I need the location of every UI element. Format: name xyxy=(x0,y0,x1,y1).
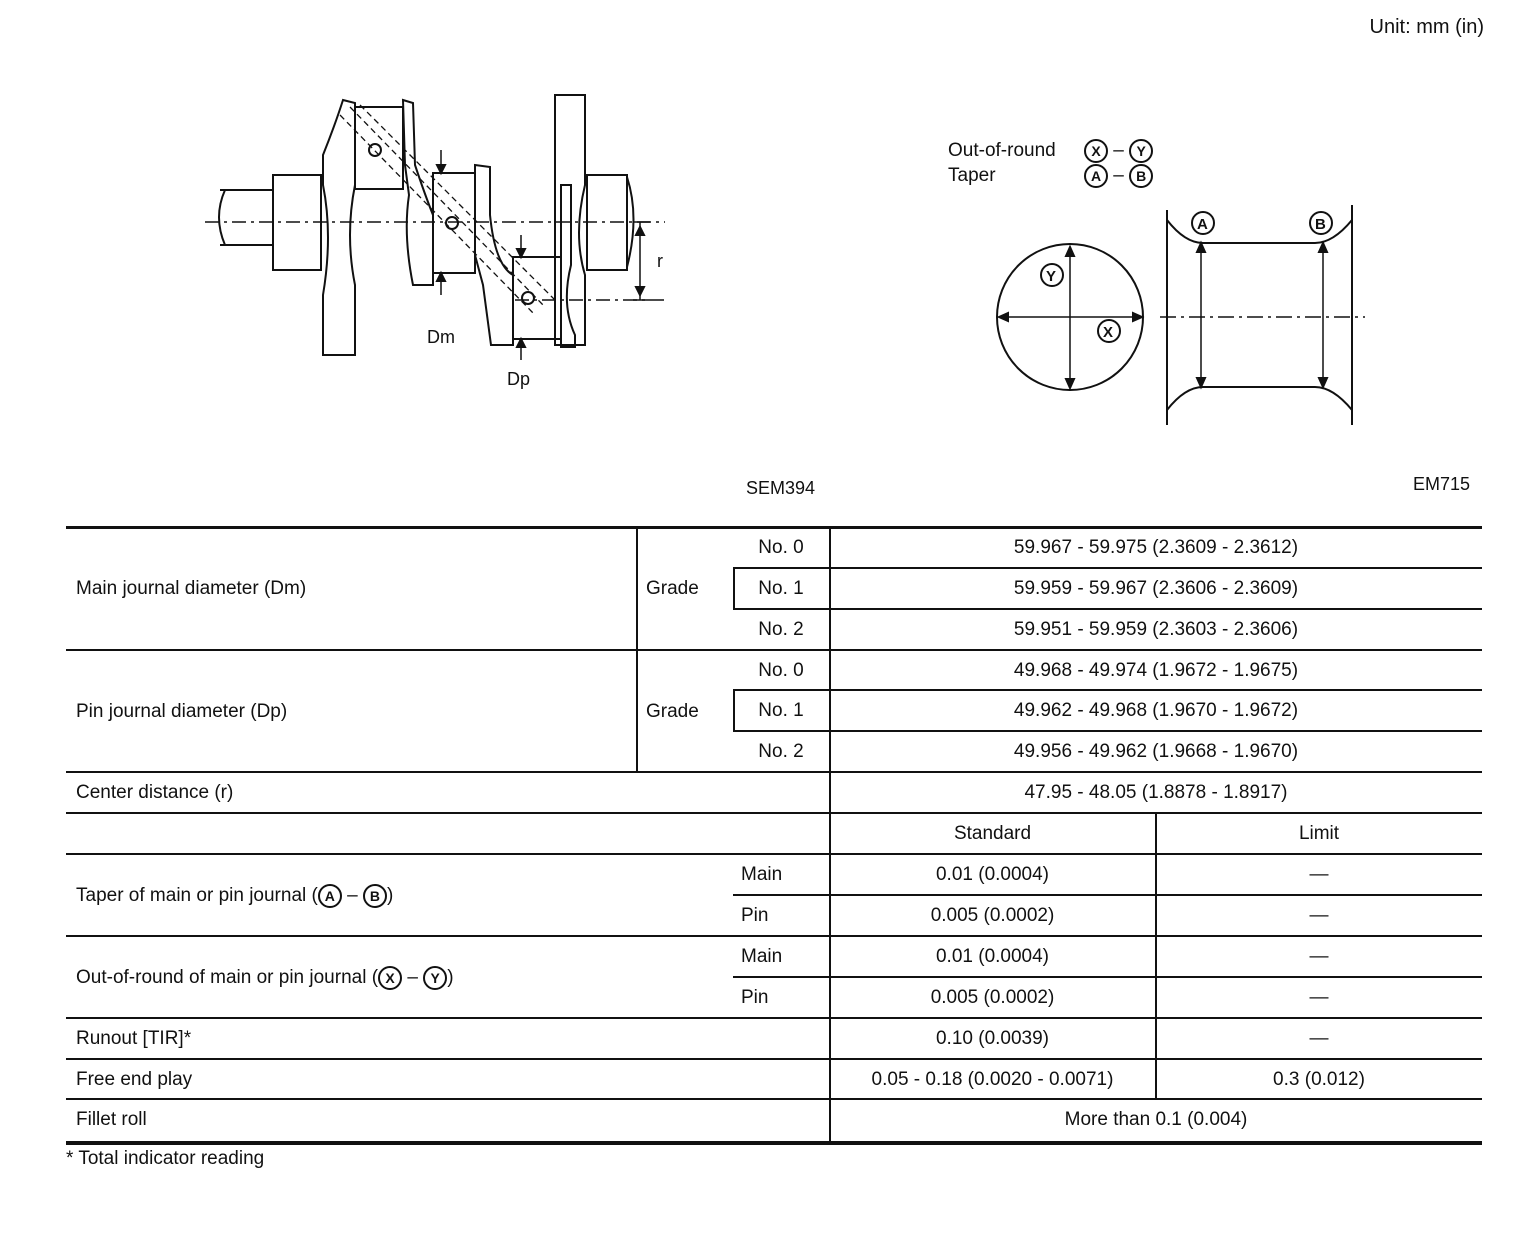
taper-pin-standard: 0.005 (0.0002) xyxy=(930,905,1055,926)
main-journal-grade-label: Grade xyxy=(646,578,699,599)
y-marker-icon: Y xyxy=(1129,139,1153,163)
b-marker-icon: B xyxy=(363,884,387,908)
out-of-round-label-suffix: ) xyxy=(447,967,454,988)
taper-dash: – xyxy=(347,885,358,906)
oor-pin-standard: 0.005 (0.0002) xyxy=(930,987,1055,1008)
main-grade-no2: No. 2 xyxy=(758,619,804,640)
oor-pin-limit: — xyxy=(1309,987,1329,1008)
y-marker-icon: Y xyxy=(423,966,447,990)
pin-journal-label: Pin journal diameter (Dp) xyxy=(76,701,288,722)
crankshaft-diagram xyxy=(195,85,685,405)
a-marker-icon: A xyxy=(1084,164,1108,188)
measurement-legend xyxy=(948,138,1153,188)
taper-pin-limit: — xyxy=(1309,905,1329,926)
taper-main-label: Main xyxy=(741,864,783,885)
oor-main-standard: 0.01 (0.0004) xyxy=(935,946,1050,967)
r-label: r xyxy=(657,251,663,271)
figure-id-em715: EM715 xyxy=(1413,474,1471,494)
main-grade-no2-value: 59.951 - 59.959 (2.3603 - 2.3606) xyxy=(1013,619,1299,640)
x-axis-marker: X xyxy=(1103,324,1114,341)
runout-standard: 0.10 (0.0039) xyxy=(935,1028,1050,1049)
free-end-play-standard: 0.05 - 0.18 (0.0020 - 0.0071) xyxy=(871,1069,1114,1090)
main-grade-no0: No. 0 xyxy=(758,537,804,558)
pin-journal-grade-label: Grade xyxy=(646,701,699,722)
taper-label: Taper xyxy=(948,165,996,186)
dp-label: Dp xyxy=(507,369,531,389)
taper-label-text: Taper of main or pin journal ( xyxy=(76,885,318,906)
b-position-marker: B xyxy=(1315,216,1326,233)
legend-dash: – xyxy=(1113,140,1124,161)
pin-grade-no2: No. 2 xyxy=(758,741,804,762)
taper-main-standard: 0.01 (0.0004) xyxy=(935,864,1050,885)
a-marker-icon: A xyxy=(318,884,342,908)
out-of-round-label-text: Out-of-round of main or pin journal ( xyxy=(76,967,379,988)
b-marker-icon: B xyxy=(1129,164,1153,188)
pin-grade-no1: No. 1 xyxy=(758,700,804,721)
limit-header: Limit xyxy=(1298,823,1340,844)
a-position-marker: A xyxy=(1197,216,1208,233)
center-distance-value: 47.95 - 48.05 (1.8878 - 1.8917) xyxy=(1024,782,1288,803)
pin-grade-no2-value: 49.956 - 49.962 (1.9668 - 1.9670) xyxy=(1013,741,1299,762)
taper-main-limit: — xyxy=(1309,864,1329,885)
main-grade-no1: No. 1 xyxy=(758,578,804,599)
fillet-roll-label: Fillet roll xyxy=(76,1109,147,1130)
taper-pin-label: Pin xyxy=(741,905,769,926)
pin-grade-no1-value: 49.962 - 49.968 (1.9670 - 1.9672) xyxy=(1013,700,1299,721)
free-end-play-limit: 0.3 (0.012) xyxy=(1273,1069,1365,1090)
main-grade-no1-value: 59.959 - 59.967 (2.3606 - 2.3609) xyxy=(1013,578,1299,599)
x-marker-icon: X xyxy=(378,966,402,990)
free-end-play-label: Free end play xyxy=(76,1069,193,1090)
unit-label: Unit: mm (in) xyxy=(1369,16,1484,38)
dm-label: Dm xyxy=(427,327,455,347)
figure-id-sem394: SEM394 xyxy=(746,478,816,498)
runout-limit: — xyxy=(1309,1028,1329,1049)
taper-label-suffix: ) xyxy=(386,885,394,906)
center-distance-label: Center distance (r) xyxy=(76,782,234,803)
pin-grade-no0-value: 49.968 - 49.974 (1.9672 - 1.9675) xyxy=(1013,660,1299,681)
oor-main-limit: — xyxy=(1309,946,1329,967)
y-axis-marker: Y xyxy=(1046,268,1057,285)
main-journal-label: Main journal diameter (Dm) xyxy=(76,578,307,599)
footnote: * Total indicator reading xyxy=(66,1148,265,1169)
pin-grade-no0: No. 0 xyxy=(758,660,804,681)
out-of-round-dash: – xyxy=(407,967,418,988)
main-grade-no0-value: 59.967 - 59.975 (2.3609 - 2.3612) xyxy=(1013,537,1299,558)
fillet-roll-value: More than 0.1 (0.004) xyxy=(1064,1109,1248,1130)
out-of-round-row-label xyxy=(76,958,454,998)
runout-label: Runout [TIR]* xyxy=(76,1028,192,1049)
taper-row-label xyxy=(76,876,393,916)
journal-measurement-diagram xyxy=(985,195,1375,430)
oor-main-label: Main xyxy=(741,946,783,967)
oor-pin-label: Pin xyxy=(741,987,769,1008)
x-marker-icon: X xyxy=(1084,139,1108,163)
standard-header: Standard xyxy=(953,823,1032,844)
legend-dash: – xyxy=(1113,165,1124,186)
out-of-round-label: Out-of-round xyxy=(948,140,1056,161)
